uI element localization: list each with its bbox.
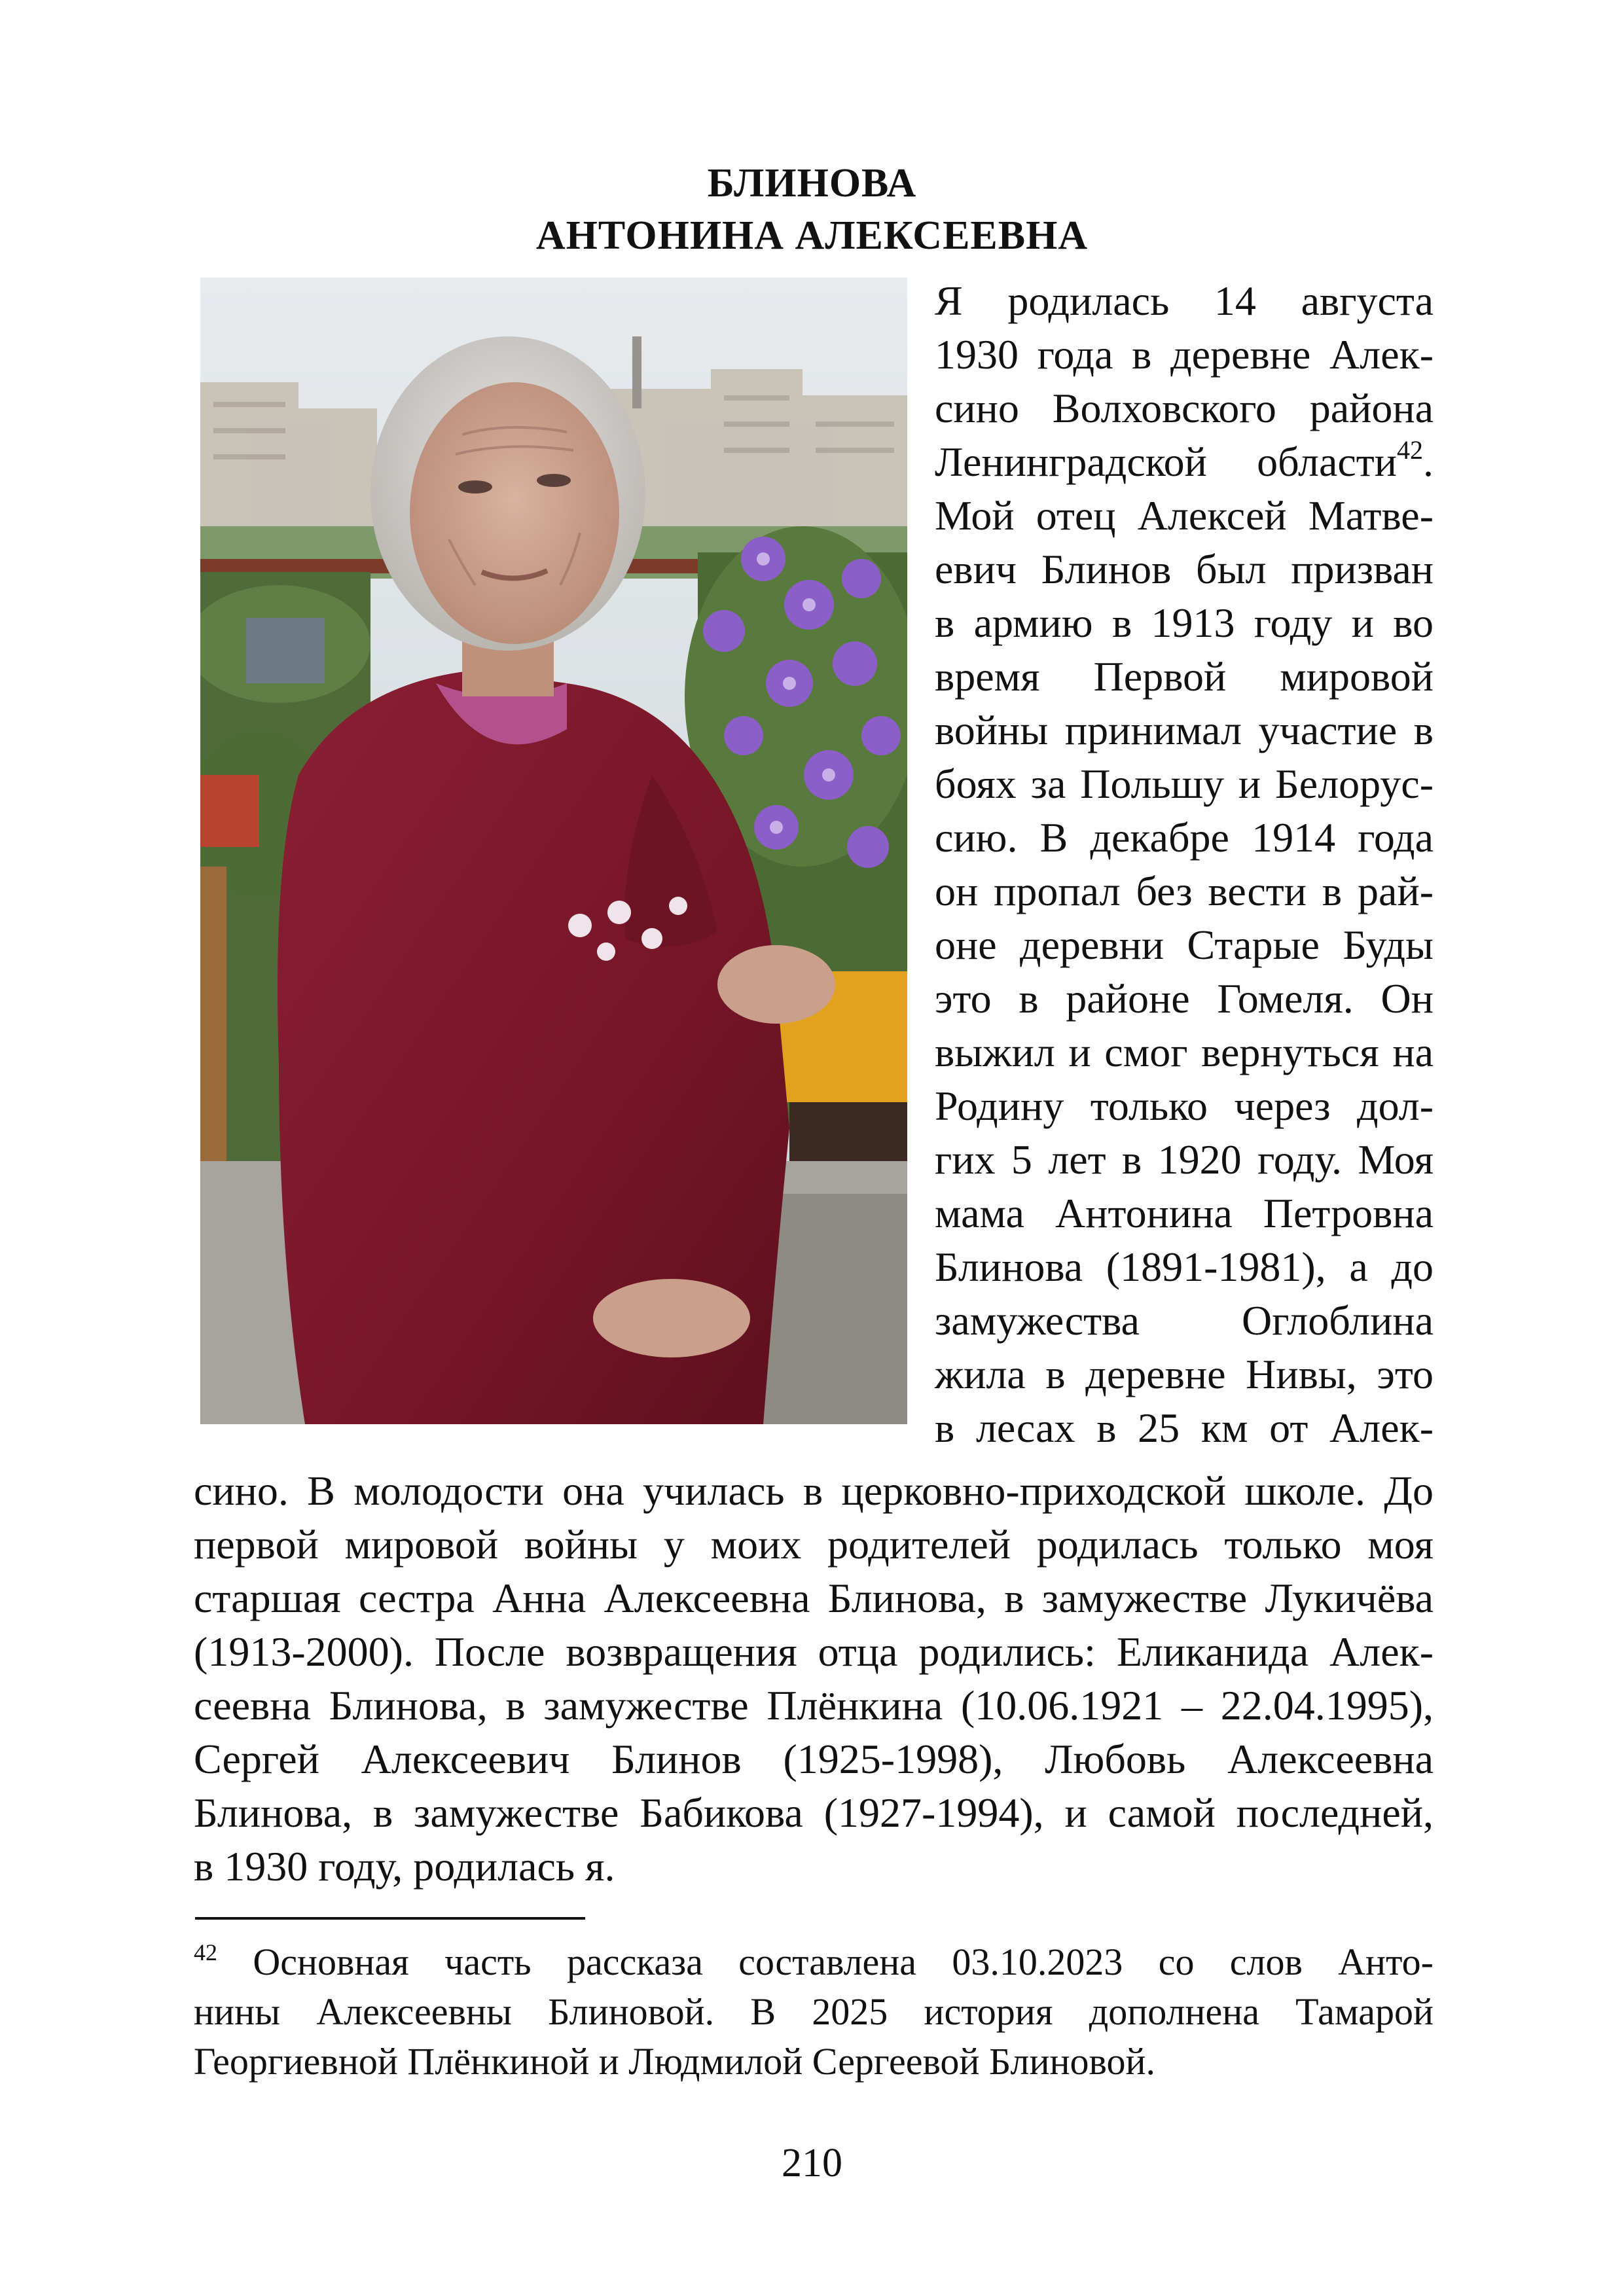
text-line: он пропал без вести в рай- (935, 868, 1434, 914)
footnote-divider (195, 1917, 585, 1920)
text-line: в 1930 году, родилась я. (194, 1843, 615, 1890)
text-line: оне деревни Старые Буды (935, 922, 1434, 968)
text-line: сию. В декабре 1914 года (935, 814, 1434, 861)
text-line: 1930 года в деревне Алек- (935, 331, 1434, 378)
text-line-with-footnote (935, 435, 1434, 489)
text-line: время Первой мировой (935, 653, 1434, 700)
text-line: Блинова (1891-1981), а до (935, 1244, 1434, 1290)
text-line: Блинова, в замужестве Бабикова (1927-1994), и самой последней, (194, 1789, 1434, 1836)
text-line: выжил и смог вернуться на (935, 1029, 1434, 1075)
portrait-photo (200, 278, 907, 1424)
text-line: гих 5 лет в 1920 году. Моя (935, 1136, 1434, 1183)
text-line: это в районе Гомеля. Он (935, 975, 1434, 1022)
text-line: сино. В молодости она училась в церковно-приходской школе. До (194, 1467, 1434, 1514)
text-line: боях за Польшу и Белорус- (935, 761, 1434, 807)
text-line: евич Блинов был призван (935, 546, 1434, 592)
text-line: Сергей Алексеевич Блинов (1925-1998), Любовь Алексеевна (194, 1736, 1434, 1782)
text-line: Родину только через дол- (935, 1083, 1434, 1129)
text-line-content: Ленинградской области (935, 439, 1397, 485)
text-line: сеевна Блинова, в замужестве Плёнкина (10.06.1921 – 22.04.1995), (194, 1682, 1434, 1729)
footnote (194, 1937, 1434, 2087)
footnote-line (194, 1937, 1434, 1987)
page-number: 210 (782, 2141, 842, 2185)
text-line: сино Волховского района (935, 385, 1434, 431)
text-line: замужества Оглоблина (935, 1297, 1434, 1344)
text-line: старшая сестра Анна Алексеевна Блинова, в замужестве Лукичёва (194, 1575, 1434, 1621)
text-line: первой мировой войны у моих родителей родилась только моя (194, 1521, 1434, 1568)
text-line: Я родилась 14 августа (935, 278, 1434, 324)
footnote-text: Основная часть рассказа составлена 03.10.2023 со слов Анто- (217, 1941, 1434, 1983)
portrait-photo-icon (200, 278, 907, 1424)
text-line: войны принимал участие в (935, 707, 1434, 753)
footnote-number: 42 (194, 1939, 217, 1965)
footnote-line: Георгиевной Плёнкиной и Людмилой Сергеевой Блиновой. (194, 2040, 1156, 2083)
text-line: жила в деревне Нивы, это (935, 1351, 1434, 1397)
text-line: мама Антонина Петровна (935, 1190, 1434, 1236)
text-line: Мой отец Алексей Матве- (935, 492, 1434, 539)
side-text-column (935, 274, 1434, 1455)
text-line: в лесах в 25 км от Алек- (935, 1405, 1434, 1451)
full-width-text (194, 1464, 1434, 1893)
chapter-title-surname: БЛИНОВА (707, 161, 917, 206)
text-punctuation: . (1423, 439, 1434, 485)
chapter-title-given-names: АНТОНИНА АЛЕКСЕЕВНА (535, 213, 1089, 258)
text-line: в армию в 1913 году и во (935, 600, 1434, 646)
footnote-reference[interactable]: 42 (1397, 435, 1423, 465)
footnote-line: нины Алексеевны Блиновой. В 2025 история дополнена Тамарой (194, 1990, 1434, 2033)
text-line: (1913-2000). После возвращения отца родились: Еликанида Алек- (194, 1628, 1434, 1675)
